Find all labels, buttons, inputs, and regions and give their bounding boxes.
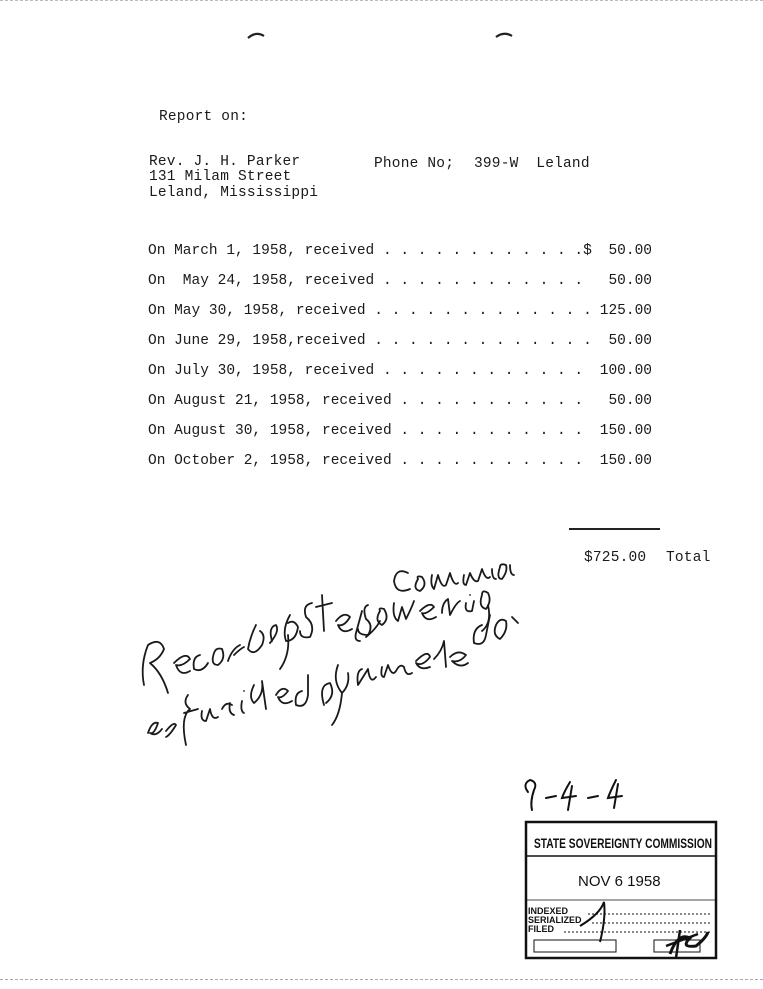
receipt-line-amount: 50.00 [608,273,652,289]
stamp-handwritten-number [526,784,666,814]
receipt-line [148,423,658,443]
receipt-line [148,453,658,473]
receipt-line-text: On June 29, 1958,received . . . . . . . . . . . . . [148,333,592,349]
receipt-line [148,393,658,413]
subject-name: Rev. J. H. Parker [149,154,301,170]
stamp-date: NOV 6 1958 [578,873,661,890]
stamp-serialized: SERIALIZED [528,915,582,925]
receipt-line [148,273,658,293]
receipt-line-amount: 50.00 [608,243,652,259]
subject-city: Leland, Mississippi [149,185,319,201]
receipt-line-amount: 50.00 [608,393,652,409]
receipt-line-amount: 50.00 [608,333,652,349]
receipt-line [148,333,658,353]
stamp-indexed: INDEXED [528,906,569,916]
subject-street: 131 Milam Street [149,169,292,185]
stamp-header: STATE SOVEREIGNTY COMMISSION [534,835,712,851]
sum-underline [569,528,660,530]
receipt-line [148,363,658,383]
punch-hole-mark-left [246,30,266,40]
phone-label: Phone No; [374,156,455,172]
receipt-line-text: On August 30, 1958, received . . . . . . . . . . . [148,423,584,439]
receipt-line-amount: 125.00 [599,303,652,319]
received-stamp [520,822,720,958]
report-title: Report on: [159,109,249,125]
receipt-line-amount: 150.00 [599,453,652,469]
stamp-filed: FILED [528,924,554,934]
receipt-line-text: On July 30, 1958, received . . . . . . . . . . . . [148,363,584,379]
receipt-line-text: On October 2, 1958, received . . . . . . . . . . . [148,453,584,469]
total-amount: $725.00 [584,550,647,566]
receipt-line-text: On May 30, 1958, received . . . . . . . . . . . . . [148,303,592,319]
receipt-line-amount: 150.00 [599,423,652,439]
total-label: Total [666,550,711,566]
receipt-line-amount: 100.00 [599,363,652,379]
receipt-line [148,243,658,263]
phone-value: 399-W Leland [474,156,590,172]
handwritten-note [130,545,520,755]
punch-hole-mark-right [494,30,514,40]
receipt-line-text: On May 24, 1958, received . . . . . . . . . . . . [148,273,584,289]
receipt-line-text: On March 1, 1958, received . . . . . . . . . . . .$ [148,243,592,259]
bottom-edge-perforation [0,979,763,984]
top-edge-perforation [0,0,763,5]
receipt-line [148,303,658,323]
receipt-line-text: On August 21, 1958, received . . . . . . . . . . . [148,393,584,409]
